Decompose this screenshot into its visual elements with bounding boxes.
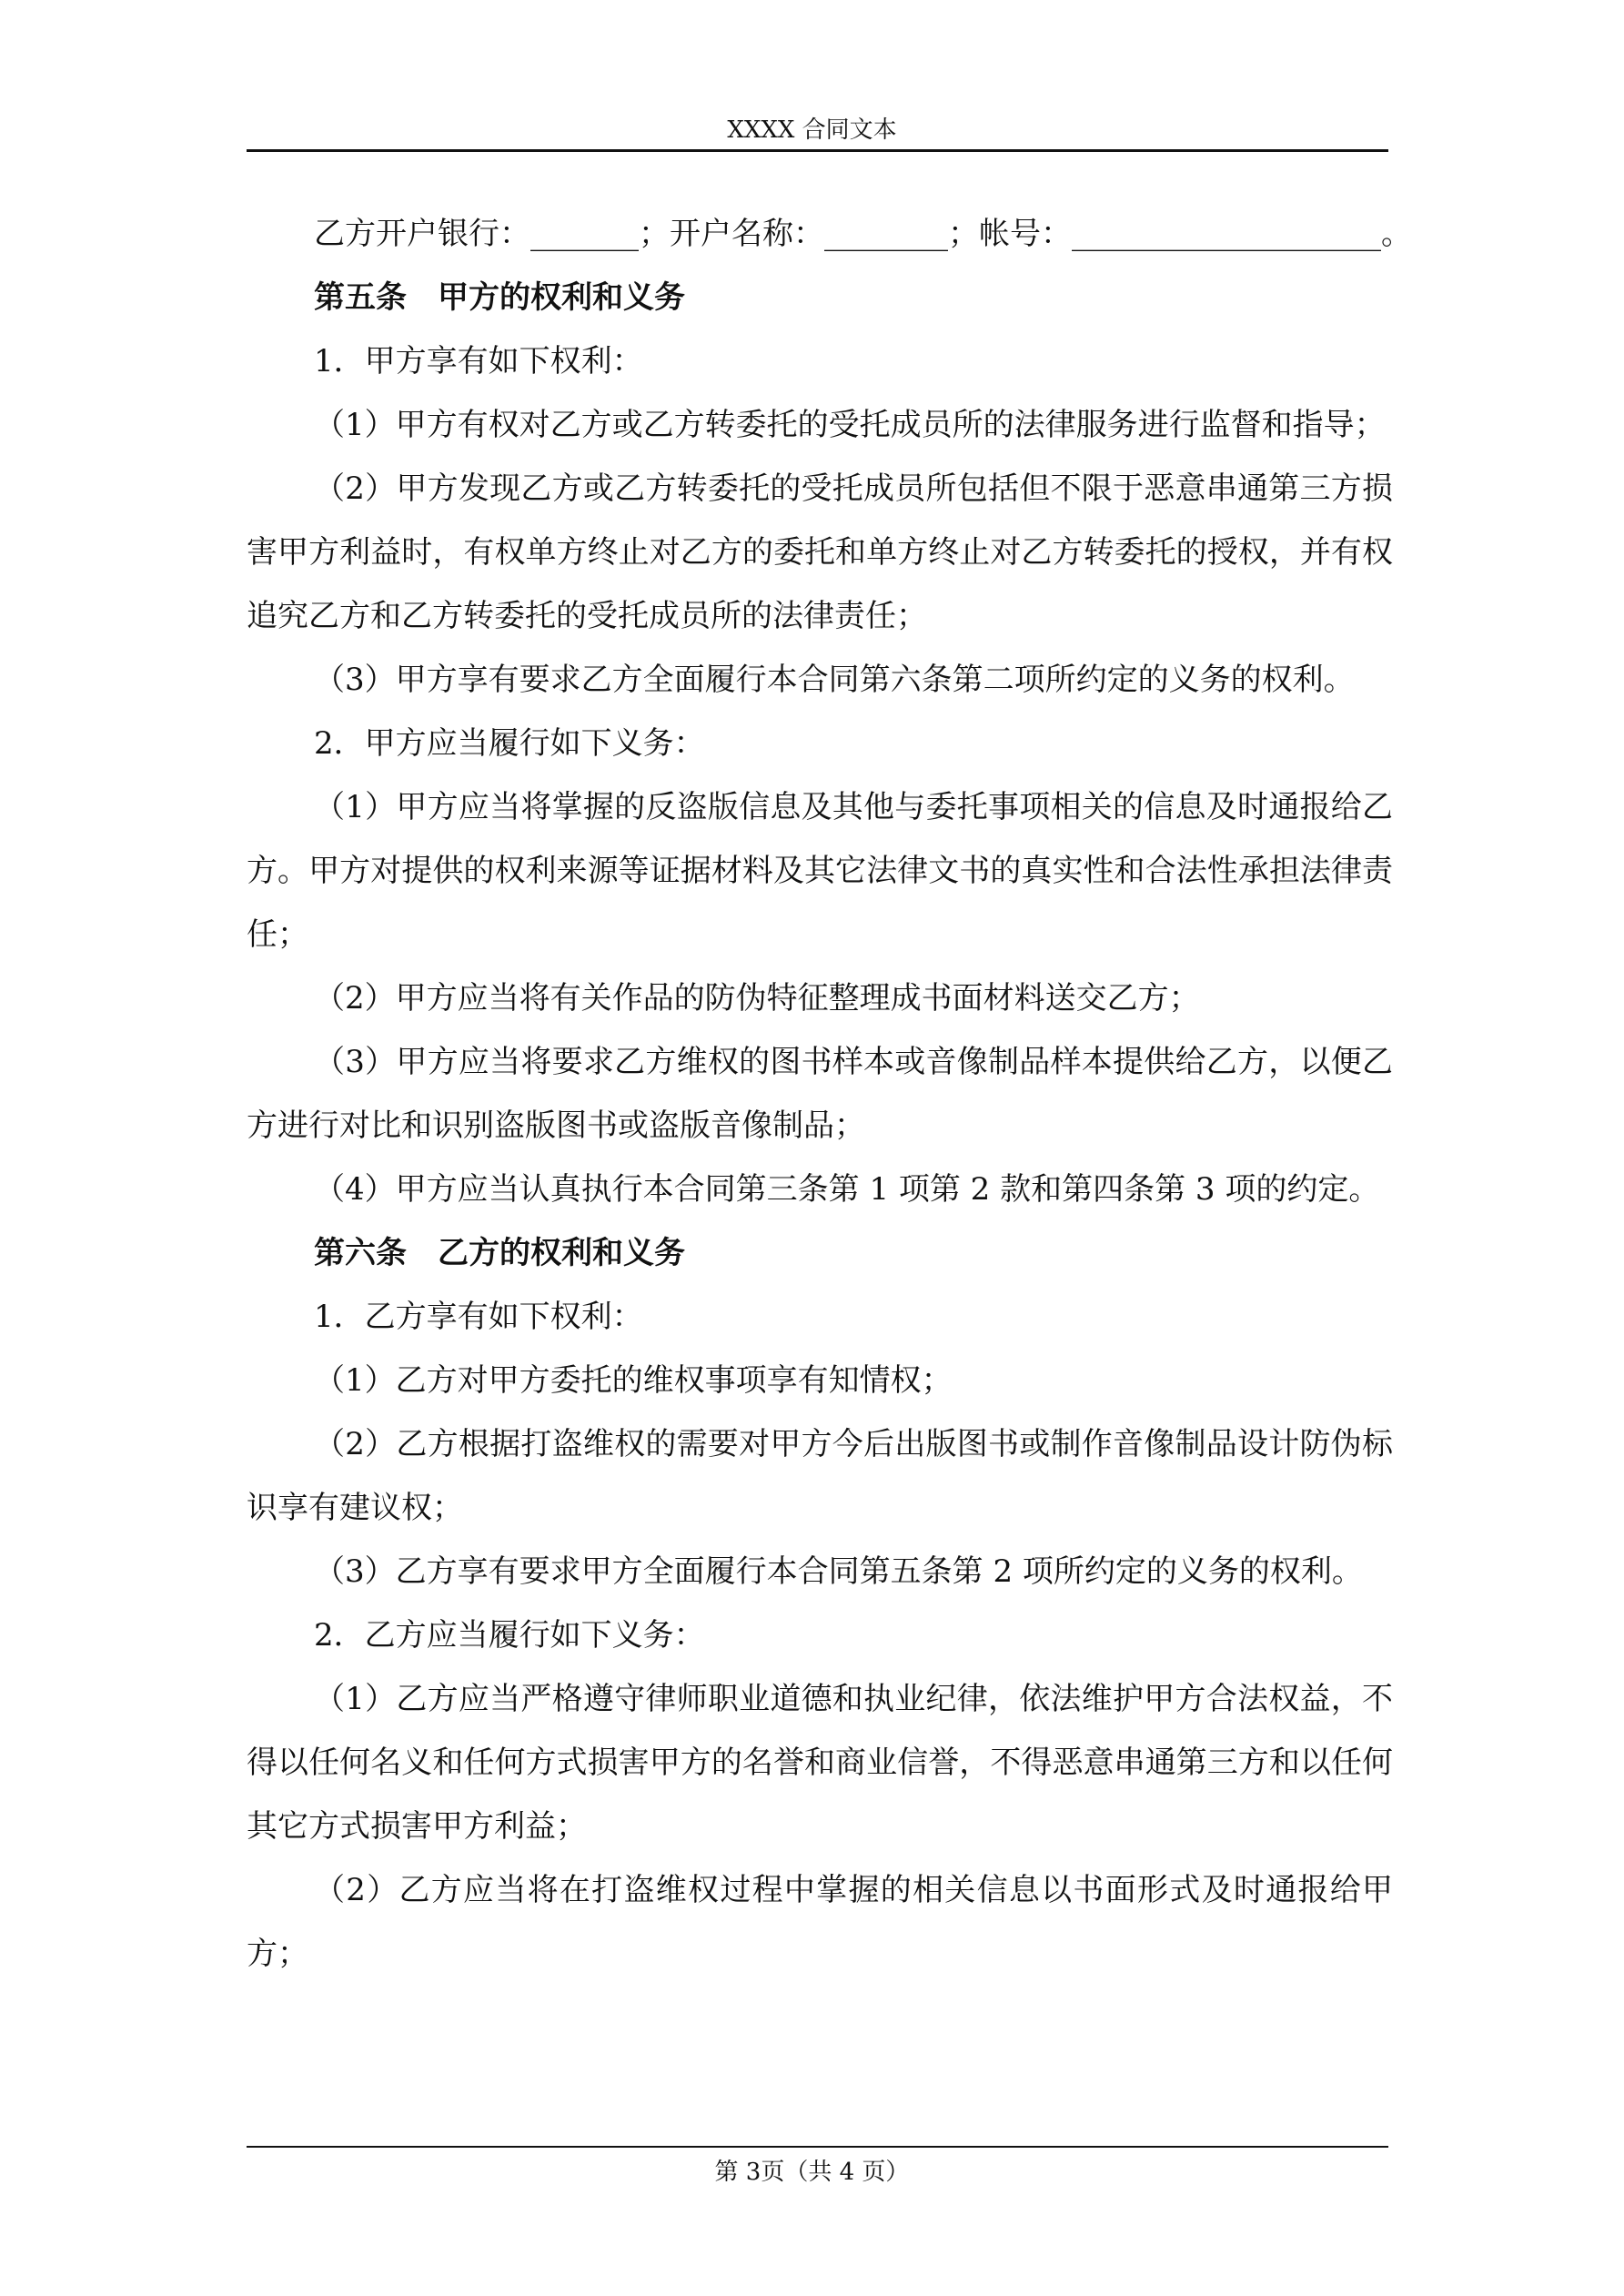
article-five-heading: 第五条 甲方的权利和义务 [314, 279, 685, 316]
clause-5-2-title: 2．甲方应当履行如下义务： [314, 725, 705, 762]
clause-5-2-4: （4）甲方应当认真执行本合同第三条第 1 项第 2 款和第四条第 3 项的约定。 [314, 1171, 1380, 1208]
header-title: XXXX 合同文本 [727, 116, 897, 144]
document-body [247, 202, 1412, 1986]
clause-6-1-2: （2）乙方根据打盗维权的需要对甲方今后出版图书或制作音像制品设计防伪标识享有建议权； [247, 1426, 1393, 1526]
clause-5-1-3: （3）甲方享有要求乙方全面履行本合同第六条第二项所约定的义务的权利。 [314, 662, 1355, 698]
clause-6-1-1: （1）乙方对甲方委托的维权事项享有知情权； [314, 1362, 953, 1399]
clause-5-2-1: （1）甲方应当将掌握的反盗版信息及其他与委托事项相关的信息及时通报给乙方。甲方对提供的权利来源等证据材料及其它法律文书的真实性和合法性承担法律责任； [247, 789, 1393, 953]
clause-5-2-2: （2）甲方应当将有关作品的防伪特征整理成书面材料送交乙方； [314, 980, 1200, 1017]
clause-5-2-3: （3）甲方应当将要求乙方维权的图书样本或音像制品样本提供给乙方，以便乙方进行对比和识别盗版图书或盗版音像制品； [247, 1044, 1393, 1144]
clause-6-2-title: 2．乙方应当履行如下义务： [314, 1617, 705, 1654]
clause-5-1-2: （2）甲方发现乙方或乙方转委托的受托成员所包括但不限于恶意串通第三方损害甲方利益时，有权单方终止对乙方的委托和单方终止对乙方转委托的授权，并有权追究乙方和乙方转委托的受托成员所的法律责任； [247, 470, 1393, 634]
clause-5-1-title: 1．甲方享有如下权利： [314, 343, 643, 379]
clause-6-2-2: （2）乙方应当将在打盗维权过程中掌握的相关信息以书面形式及时通报给甲方； [247, 1872, 1393, 1972]
clause-6-1-title: 1．乙方享有如下权利： [314, 1299, 643, 1335]
bank-account-line: 乙方开户银行：_______；开户名称：________；帐号：____________________。 [314, 216, 1412, 252]
clause-5-1-1: （1）甲方有权对乙方或乙方转委托的受托成员所的法律服务进行监督和指导； [314, 407, 1386, 443]
clause-6-2-1: （1）乙方应当严格遵守律师职业道德和执业纪律，依法维护甲方合法权益，不得以任何名义和任何方式损害甲方的名誉和商业信誉，不得恶意串通第三方和以任何其它方式损害甲方利益； [247, 1681, 1393, 1845]
header-divider [247, 149, 1388, 152]
clause-6-1-3: （3）乙方享有要求甲方全面履行本合同第五条第 2 项所约定的义务的权利。 [314, 1553, 1363, 1590]
article-six-heading: 第六条 乙方的权利和义务 [314, 1235, 685, 1271]
page-number: 第 3页（共 4 页） [714, 2159, 910, 2186]
footer-divider [247, 2146, 1388, 2148]
